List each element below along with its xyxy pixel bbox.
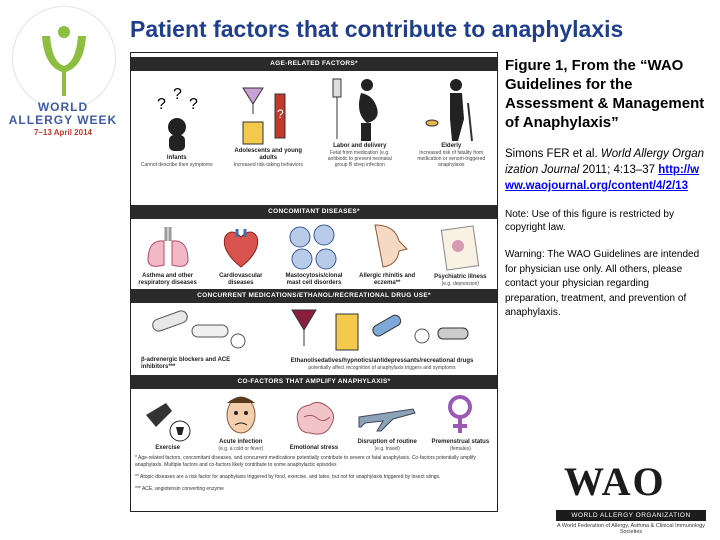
- cofactors-row: [131, 389, 497, 452]
- cofactor-routine: Disruption of routine (e.g. travel): [354, 389, 420, 452]
- reference-link[interactable]: http://www.waojournal.org/content/4/2/13: [505, 164, 700, 192]
- med-ethanol-drugs: Ethanol/sedatives/hypnotics/antidepressants/recreational drugs potentially affect recognition of anaphylaxis triggers and symptoms: [277, 304, 487, 371]
- band-medications: CONCURRENT MEDICATIONS/ETHANOL/RECREATIONAL DRUG USE*: [131, 289, 497, 303]
- age-adolescents: ? Adolescents and young adults Increased risk-taking behaviors: [232, 78, 304, 168]
- female-symbol-icon: [440, 391, 480, 437]
- adolescent-drinks-icon: [235, 78, 301, 148]
- band-diseases: CONCOMITANT DISEASES*: [131, 205, 497, 219]
- figure-citation: Figure 1, From the “WAO Guidelines for the Assessment & Management of Anaphylaxis”: [505, 57, 705, 131]
- cofactor-stress: Emotional stress: [281, 395, 347, 452]
- face-profile-icon: [361, 221, 413, 271]
- cofactor-exercise: Exercise: [135, 395, 201, 452]
- note-paper-icon: [434, 222, 486, 272]
- band-age: AGE-RELATED FACTORS*: [131, 57, 497, 71]
- logo-line-1: WORLD: [37, 100, 89, 114]
- logo-line-2: ALLERGY WEEK: [8, 113, 118, 127]
- logo-y-mark-icon: [4, 4, 122, 114]
- infant-icon: [147, 85, 207, 155]
- ref-journal: World Allergy Organization Journal: [505, 148, 704, 176]
- age-labor: Labor and delivery Fetal from medication (e.g. antibiotic to prevent neonatal group B strep infection: [324, 73, 396, 168]
- heart-icon: [215, 221, 267, 271]
- copyright-note: Note: Use of this figure is restricted by copyright law.: [505, 209, 674, 233]
- elderly-person-icon: [418, 73, 484, 143]
- disease-rhinitis: Allergic rhinitis and eczema**: [354, 219, 420, 287]
- wine-beer-pills-icon: [282, 306, 482, 356]
- figure-footnotes: [135, 455, 493, 498]
- disease-asthma: Asthma and other respiratory diseases: [135, 219, 201, 287]
- pregnant-woman-icon: [327, 73, 393, 143]
- ref-authors: Simons FER et al.: [505, 148, 601, 160]
- band-cofactors: CO-FACTORS THAT AMPLIFY ANAPHYLAXIS*: [131, 375, 497, 389]
- brain-icon: [288, 397, 340, 443]
- lungs-icon: [142, 221, 194, 271]
- airplane-icon: [357, 391, 417, 437]
- disease-psychiatric: Psychiatric illness (e.g. depression): [427, 220, 493, 287]
- ref-detail: 2011; 4:13–37: [579, 164, 659, 176]
- slide-title: Patient factors that contribute to anaphylaxis: [130, 16, 624, 42]
- age-infants: ? ? ? Infants Cannot describe their symptoms: [140, 86, 213, 168]
- physician-warning: Warning: The WAO Guidelines are intended for physician use only. All others, please contact your physician regarding preparation, treatment, and prevention of anaphylaxis.: [505, 249, 700, 318]
- pills-icon: [146, 305, 256, 355]
- svg-text:?: ?: [277, 107, 284, 121]
- diseases-row: [131, 219, 497, 287]
- wao-letters: WAO: [564, 459, 666, 504]
- wao-tagline: A World Federation of Allergy, Asthma & Clinical Immunology Societies: [556, 523, 706, 535]
- disease-mastocytosis: Mastocytosis/clonal mast cell disorders: [281, 219, 347, 287]
- mast-cells-icon: [286, 221, 342, 271]
- sick-face-icon: [215, 391, 267, 437]
- svg-text:?: ?: [156, 96, 166, 113]
- age-row: [131, 73, 497, 168]
- age-elderly: Elderly Increased risk of fatality from medication or venom-triggered anaphylaxis: [415, 73, 487, 168]
- world-allergy-week-logo: [4, 4, 122, 142]
- anaphylaxis-factors-figure: [130, 52, 498, 512]
- side-text-panel: [505, 56, 705, 321]
- svg-text:?: ?: [188, 96, 198, 113]
- med-beta-blockers: β-adrenergic blockers and ACE inhibitors***: [141, 303, 261, 371]
- cofactor-infection: Acute infection (e.g. a cold or fever): [208, 389, 274, 452]
- medications-row: [131, 303, 497, 371]
- wao-name-bar: WORLD ALLERGY ORGANIZATION: [556, 510, 706, 521]
- wao-logo: [556, 459, 706, 535]
- disease-cardiovascular: Cardiovascular diseases: [208, 219, 274, 287]
- cofactor-premenstrual: Premenstrual status (females): [427, 389, 493, 452]
- footnote-1: * Age-related factors, concomitant diseases, and concurrent medications potentially contribute to severe or fatal anaphylaxis. Co-factors potentially amplify anaphylaxis. Multiple factors and co-factors likely contribute to some anaphylactic episodes: [135, 455, 477, 468]
- svg-text:?: ?: [172, 86, 182, 103]
- reference: [505, 146, 705, 194]
- sneaker-ball-icon: [142, 397, 194, 443]
- logo-dates: 7–13 April 2014: [34, 128, 92, 137]
- footnote-3: *** ACE, angiotensin converting enzyme: [135, 486, 224, 492]
- footnote-2: ** Atopic diseases are a risk factor for anaphylaxis triggered by food, exercise, and latex, but not for anaphylaxis triggered by insect stings.: [135, 474, 441, 480]
